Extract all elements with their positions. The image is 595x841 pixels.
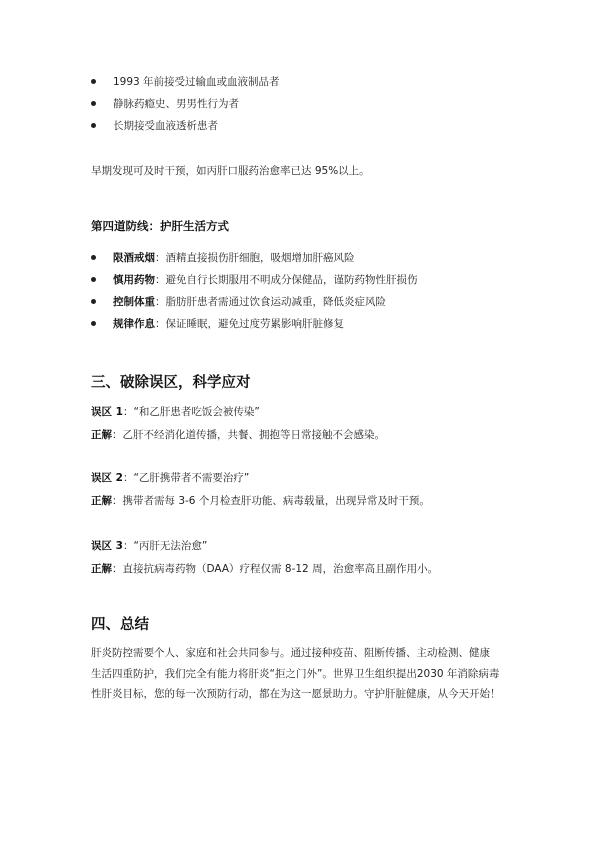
fact-text: ：直接抗病毒药物（DAA）疗程仅需 8-12 周，治愈率高且副作用小。 — [112, 563, 439, 575]
bullet-icon — [91, 123, 96, 128]
myth-label: 误区 2 — [91, 472, 123, 484]
bullet-icon — [91, 255, 96, 260]
bullet-icon — [91, 277, 96, 282]
fact-1 — [91, 424, 385, 446]
fact-3 — [91, 558, 438, 580]
myth-label: 误区 3 — [91, 540, 123, 552]
summary-line: 生活四重防护，我们完全有能力将肝炎“拒之门外”。世界卫生组织提出2030 年消除病毒 — [91, 667, 500, 680]
myth-text: ：“和乙肝患者吃饭会被传染” — [122, 406, 260, 418]
item-text: ：避免自行长期服用不明成分保健品，谨防药物性肝损伤 — [155, 274, 418, 286]
summary-line: 性肝炎目标，您的每一次预防行动，都在为这一愿景助力。守护肝脏健康，从今天开始！ — [91, 688, 501, 700]
summary-line: 肝炎防控需要个人、家庭和社会共同参与。通过接种疫苗、阻断传播、主动检测、健康 — [91, 647, 490, 659]
item-text: ：脂肪肝患者需通过饮食运动减重，降低炎症风险 — [155, 296, 386, 308]
bullet-icon — [91, 321, 96, 326]
summary-paragraph — [91, 643, 511, 705]
fourth-line-heading: 第四道防线：护肝生活方式 — [91, 219, 229, 233]
myth-label: 误区 1 — [91, 406, 123, 418]
fact-2 — [91, 490, 430, 512]
bullet-icon — [91, 79, 96, 84]
fact-label: 正解 — [91, 495, 112, 507]
item-text: ：酒精直接损伤肝细胞，吸烟增加肝癌风险 — [155, 252, 355, 264]
myth-1 — [91, 401, 260, 423]
item-label: 控制体重 — [113, 296, 155, 308]
item-text: ：保证睡眠，避免过度劳累影响肝脏修复 — [155, 318, 344, 330]
bullet-icon — [91, 101, 96, 106]
bullet-icon — [91, 299, 96, 304]
item-label: 限酒戒烟 — [113, 252, 155, 264]
fact-label: 正解 — [91, 429, 112, 441]
item-label: 慎用药物 — [113, 274, 155, 286]
fact-label: 正解 — [91, 563, 112, 575]
myth-text: ：“丙肝无法治愈” — [122, 540, 208, 552]
fact-text: ：乙肝不经消化道传播，共餐、拥抱等日常接触不会感染。 — [112, 429, 385, 441]
fact-text: ：携带者需每 3-6 个月检查肝功能、病毒载量，出现异常及时干预。 — [112, 495, 430, 507]
item-label: 规律作息 — [113, 318, 155, 330]
myth-3 — [91, 535, 207, 557]
section4-title: 四、总结 — [91, 617, 149, 633]
section3-title: 三、破除误区，科学应对 — [91, 375, 251, 391]
document-page: 1993 年前接受过输血或血液制品者 静脉药瘾史、男男性行为者 长期接受血液透析患者 早期发现可及时干预，如丙肝口服药治愈率已达 95%以上。 第四道防线：护肝生活方式 限酒戒烟：酒精直接损伤肝细胞，吸烟增加肝癌风险 慎用药物：避免自行长期服用不明成分保健品，谨防药物性肝损伤 控制体重：脂肪肝患者需通过饮食运动减重，降低炎症风险 规律作息：保证睡眠，避免过度劳累影响肝脏修复 三、破除误区，科学应对 误区 1：“和乙肝患者吃饭会被传染” 正解：乙肝不经消化道传播，共餐、拥抱等日常接触不会感染。 误区 2：“乙肝携带者不需要治疗” 正解：携带者需每 3-6 个月检查肝功能、病毒载量，出现异常及时干预。 误区 3：“丙肝无法治愈” 正解：直接抗病毒药物（DAA）疗程仅需 8-12 周，治愈率高且副作用小。 四、总结 肝炎防控需要个人、家庭和社会共同参与。通过接种疫苗、阻断传播、主动检测、健康 生活四重防护，我们完全有能力将肝炎“拒之门外”。世界卫生组织提出2030 年消除病毒 性肝炎目标，您的每一次预防行动，都在为这一愿景助力。守护肝脏健康，从今天开始！ — [0, 0, 595, 841]
myth-text: ：“乙肝携带者不需要治疗” — [122, 472, 250, 484]
myth-2 — [91, 467, 249, 489]
early-detection-text: 早期发现可及时干预，如丙肝口服药治愈率已达 95%以上。 — [91, 165, 370, 177]
